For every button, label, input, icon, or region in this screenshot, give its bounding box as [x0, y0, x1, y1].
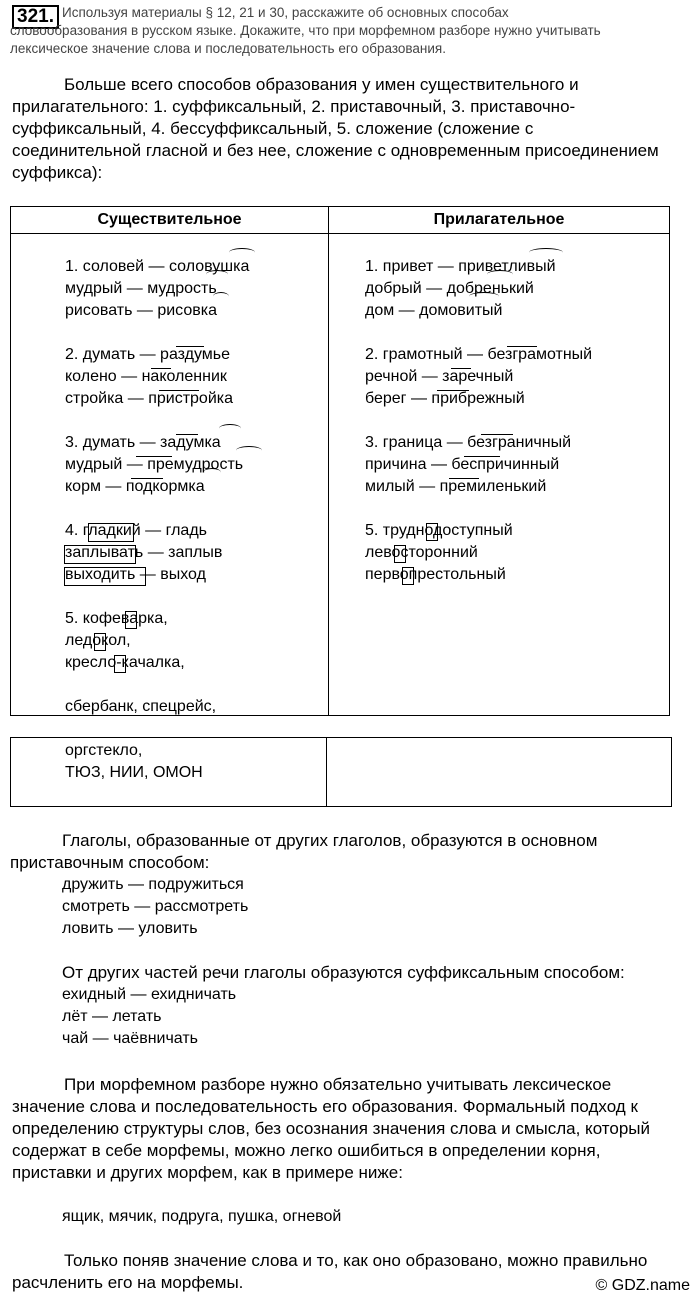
- adj-example: первопрестольный: [365, 566, 506, 583]
- task-text-line: Используя материалы § 12, 21 и 30, расскажите об основных способах: [62, 5, 509, 20]
- adj-group-1: [365, 256, 556, 322]
- noun-example: корм — подкормка: [65, 478, 205, 495]
- prefix-bar-mark: [451, 368, 471, 369]
- verbs-intro: [10, 830, 682, 874]
- conclusion-paragraph: [12, 1074, 684, 1184]
- header-adjective: Прилагательное: [329, 207, 670, 234]
- verb-examples-suffix: [62, 984, 236, 1050]
- prefix-bar-mark: [159, 390, 199, 391]
- verbs-intro-line: Глаголы, образованные от других глаголов, образуются в основном: [62, 831, 598, 850]
- intro-line: суффикса):: [12, 163, 103, 182]
- vowel-box-mark: [114, 655, 126, 673]
- verb-example: чай — чаёвничать: [62, 1030, 199, 1047]
- prefix-bar-mark: [481, 434, 513, 435]
- conclusion-line: определению структуры слов, без осознания значения слова и смысла, который: [12, 1119, 650, 1138]
- adj-group-5: [365, 520, 513, 586]
- noun-example: 5. кофеварка,: [65, 610, 168, 627]
- adj-example: добрый — добренький: [365, 280, 534, 297]
- noun-group-1: [65, 256, 249, 322]
- word-formation-table: [10, 206, 670, 716]
- suffix-arc-mark: [219, 424, 241, 433]
- suffix-arc-mark: [529, 248, 563, 257]
- noun-example: оргстекло,: [65, 742, 143, 759]
- final-line: расчленить его на морфемы.: [12, 1273, 244, 1292]
- final-paragraph: [12, 1250, 684, 1294]
- prefix-bar-mark: [136, 456, 172, 457]
- task-text-line: словообразования в русском языке. Докажите, что при морфемном разборе нужно учитывать: [10, 23, 601, 38]
- noun-example: ТЮЗ, НИИ, ОМОН: [65, 764, 203, 781]
- adj-example: берег — прибрежный: [365, 390, 525, 407]
- suffix-arc-mark: [206, 270, 228, 279]
- vowel-box-mark: [426, 523, 438, 541]
- suffix-arc-mark: [213, 292, 229, 301]
- noun-example: ледокол,: [65, 632, 131, 649]
- root-box-mark: [64, 567, 146, 586]
- noun-example: мудрый — премудрость: [65, 456, 244, 473]
- noun-group-6: [65, 696, 216, 718]
- suffix-arc-mark: [487, 270, 513, 279]
- conclusion-line: содержат в себе морфемы, можно легко ошибиться в определении корня,: [12, 1141, 601, 1160]
- conclusion-line: значение слова и последовательность его образования. Формальный подход к: [12, 1097, 638, 1116]
- noun-group-3: [65, 432, 243, 498]
- verb-example: ловить — уловить: [62, 920, 198, 937]
- adj-group-3: [365, 432, 571, 498]
- morpheme-example: ящик, мячик, подруга, пушка, огневой: [62, 1208, 342, 1225]
- prefix-bar-mark: [464, 456, 500, 457]
- adj-example: левосторонний: [365, 544, 478, 561]
- prefix-bar-mark: [176, 434, 198, 435]
- adj-example: причина — беспричинный: [365, 456, 560, 473]
- verbs-suffix-intro: От других частей речи глаголы образуются суффиксальным способом:: [62, 963, 625, 982]
- verb-examples-prefix: [62, 874, 248, 940]
- suffix-arc-mark: [236, 446, 262, 455]
- table-continuation: [10, 737, 672, 807]
- task-number: 321.: [12, 5, 59, 29]
- prefix-bar-mark: [437, 390, 469, 391]
- intro-line: прилагательного: 1. суффиксальный, 2. приставочный, 3. приставочно-: [12, 97, 576, 116]
- intro-line: соединительной гласной и без нее, сложение с одновременным присоединением: [12, 141, 659, 160]
- header-noun: Существительное: [11, 207, 329, 234]
- noun-example: стройка — пристройка: [65, 390, 234, 407]
- intro-line: суффиксальный, 4. бессуффиксальный, 5. сложение (сложение с: [12, 119, 534, 138]
- noun-group-2: [65, 344, 233, 410]
- copyright-footer: © GDZ.name: [595, 1277, 690, 1294]
- adj-example: дом — домовитый: [365, 302, 503, 319]
- noun-example: мудрый — мудрость: [65, 280, 217, 297]
- vowel-box-mark: [94, 633, 106, 651]
- noun-column: [11, 234, 329, 716]
- noun-example: заплывать — заплыв: [65, 544, 223, 561]
- prefix-bar-mark: [449, 478, 479, 479]
- suffix-arc-mark: [469, 292, 499, 301]
- conclusion-line: При морфемном разборе нужно обязательно учитывать лексическое: [64, 1075, 612, 1094]
- vowel-box-mark: [394, 545, 406, 563]
- root-box-mark: [88, 523, 134, 542]
- adj-example: 5. труднодоступный: [365, 522, 513, 539]
- final-line: Только поняв значение слова и то, как оно образовано, можно правильно: [64, 1251, 648, 1270]
- noun-example: 1. соловей — соловушка: [65, 258, 250, 275]
- noun-group-6-continued: [65, 740, 203, 784]
- noun-example: кресло-качалка,: [65, 654, 185, 671]
- noun-example: 3. думать — задумка: [65, 434, 221, 451]
- prefix-bar-mark: [507, 346, 537, 347]
- adjective-column: [329, 234, 670, 716]
- verb-example: смотреть — рассмотреть: [62, 898, 249, 915]
- adj-example: милый — премиленький: [365, 478, 547, 495]
- adj-example: речной — заречный: [365, 368, 514, 385]
- verb-example: лёт — летать: [62, 1008, 162, 1025]
- vowel-box-mark: [402, 567, 414, 585]
- column-divider: [326, 738, 327, 806]
- suffix-arc-mark: [203, 468, 221, 477]
- adj-example: 3. граница — безграничный: [365, 434, 572, 451]
- vowel-box-mark: [125, 611, 137, 629]
- intro-line: Больше всего способов образования у имен существительного и: [64, 75, 579, 94]
- noun-example: выходить — выход: [65, 566, 206, 583]
- adj-example: 2. грамотный — безграмотный: [365, 346, 593, 363]
- noun-example: 2. думать — раздумье: [65, 346, 231, 363]
- verbs-intro-line: приставочным способом:: [10, 853, 210, 872]
- verb-example: дружить — подружиться: [62, 876, 244, 893]
- noun-example: рисовать — рисовка: [65, 302, 217, 319]
- noun-example: сбербанк, спецрейс,: [65, 698, 217, 715]
- suffix-arc-mark: [229, 248, 255, 257]
- prefix-bar-mark: [176, 346, 204, 347]
- conclusion-line: приставки и других морфем, как в примере ниже:: [12, 1163, 403, 1182]
- prefix-bar-mark: [131, 478, 163, 479]
- noun-example: 4. гладкий — гладь: [65, 522, 207, 539]
- noun-example: колено — наколенник: [65, 368, 227, 385]
- intro-paragraph: [12, 74, 682, 184]
- prefix-bar-mark: [151, 368, 171, 369]
- adj-group-2: [365, 344, 592, 410]
- verb-example: ехидный — ехидничать: [62, 986, 237, 1003]
- task-text-line: лексическое значение слова и последовательность его образования.: [10, 41, 446, 56]
- root-box-mark: [64, 545, 136, 564]
- adj-example: 1. привет — приветливый: [365, 258, 556, 275]
